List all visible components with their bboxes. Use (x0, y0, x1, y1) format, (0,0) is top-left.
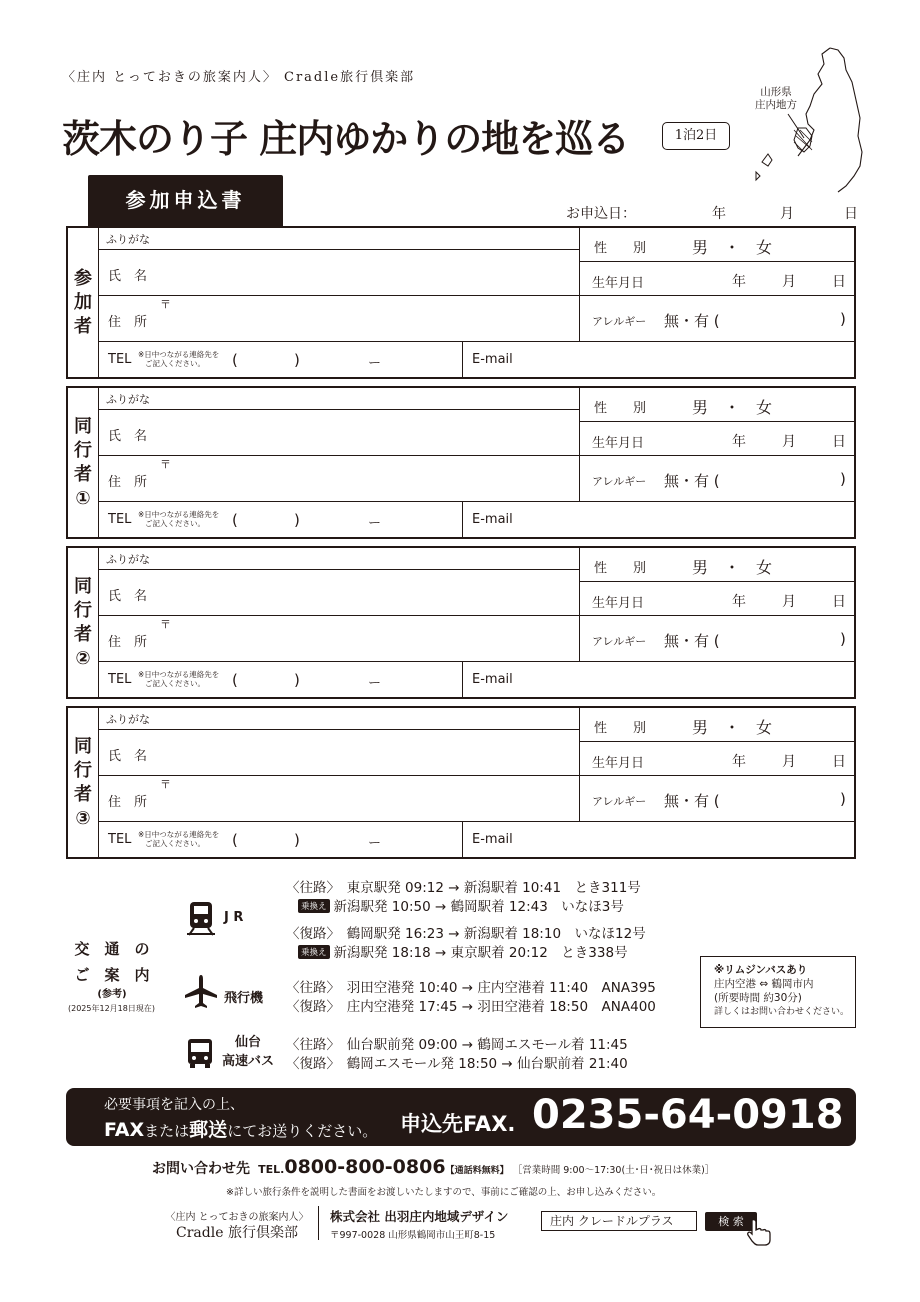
transport-section (66, 870, 866, 1080)
bus-label-city: 仙台 (235, 1035, 262, 1050)
fax-number[interactable]: 0235-64-0918 (532, 1092, 844, 1138)
block-side-label (68, 548, 99, 697)
birth-label: 生年月日 (592, 756, 645, 771)
map-label-region: 庄内地方 (755, 99, 797, 111)
contact-tel: 0800-800-0806 (284, 1156, 446, 1178)
birth-label: 生年月日 (592, 276, 645, 291)
furigana-label: ふりがな (106, 713, 150, 726)
block-side-char: 同 (74, 735, 92, 757)
block-side-char: ① (75, 487, 91, 509)
train-icon (186, 900, 216, 936)
limousine-note: ※リムジンバスあり 庄内空港 ⇔ 鶴岡市内 (所要時間 約30分) 詳しくはお問い合わせください。 (706, 956, 856, 1028)
footer-brand: Cradle 旅行倶楽部 (176, 1225, 298, 1241)
birth-month: 月 (782, 594, 796, 610)
tel-note: ※日中つながる連絡先を ご記入ください。 (138, 830, 220, 848)
allergy-options[interactable]: 無・有 ( (664, 792, 720, 810)
furigana-label: ふりがな (106, 233, 150, 246)
yamagata-map-icon (748, 44, 873, 194)
address-label: 住 所 (108, 635, 148, 650)
name-label: 氏 名 (108, 749, 148, 764)
block-side-label (68, 228, 99, 377)
tel-dash: ー (368, 356, 382, 371)
date-day: 日 (844, 206, 858, 222)
gender-label: 性 別 (594, 241, 647, 256)
name-label: 氏 名 (108, 589, 148, 604)
address-label: 住 所 (108, 795, 148, 810)
birth-year: 年 (732, 594, 746, 610)
birth-year: 年 (732, 754, 746, 770)
tel-label: TEL (108, 352, 132, 367)
block-side-char: 行 (74, 599, 92, 621)
tel-note: ※日中つながる連絡先を ご記入ください。 (138, 670, 220, 688)
birth-year: 年 (732, 434, 746, 450)
email-label: E-mail (472, 352, 513, 367)
block-side-char: 者 (74, 623, 92, 645)
gender-options[interactable]: 男 ・ 女 (692, 718, 773, 737)
footer-address: 〒997-0028 山形県鶴岡市山王町8-15 (330, 1230, 496, 1241)
tel-close: ) (294, 351, 300, 369)
block-side-char: 行 (74, 439, 92, 461)
allergy-options[interactable]: 無・有 ( (664, 632, 720, 650)
tel-open: ( (232, 671, 238, 689)
allergy-label: アレルギー (592, 635, 647, 648)
tel-close: ) (294, 671, 300, 689)
fax-instruction-1: 必要事項を記入の上、 (104, 1097, 244, 1113)
allergy-label: アレルギー (592, 795, 647, 808)
person-block-2 (66, 386, 856, 539)
email-label: E-mail (472, 832, 513, 847)
birth-month: 月 (782, 434, 796, 450)
block-side-char: ③ (75, 807, 91, 829)
tel-dash: ー (368, 676, 382, 691)
birth-day: 日 (832, 434, 846, 450)
birth-day: 日 (832, 594, 846, 610)
tel-close: ) (294, 831, 300, 849)
date-month: 月 (780, 206, 794, 222)
tel-dash: ー (368, 836, 382, 851)
contact-label: お問い合わせ先 (152, 1161, 250, 1177)
transport-heading-date: (2025年12月18日現在) (68, 1004, 155, 1013)
plane-row-2: 〈復路〉 庄内空港発 17:45 → 羽田空港着 18:50 ANA400 (286, 999, 656, 1015)
birth-month: 月 (782, 274, 796, 290)
gender-label: 性 別 (594, 401, 647, 416)
allergy-close: ) (840, 310, 846, 328)
bus-row-2: 〈復路〉 鶴岡エスモール発 18:50 → 仙台駅前着 21:40 (286, 1056, 628, 1072)
name-label: 氏 名 (108, 269, 148, 284)
block-side-char: 行 (74, 759, 92, 781)
jr-label: J R (224, 910, 244, 925)
birth-day: 日 (832, 754, 846, 770)
furigana-label: ふりがな (106, 393, 150, 406)
block-side-char: 者 (74, 783, 92, 805)
block-side-char: 者 (74, 463, 92, 485)
allergy-close: ) (840, 790, 846, 808)
birth-label: 生年月日 (592, 596, 645, 611)
block-side-char: 同 (74, 575, 92, 597)
allergy-options[interactable]: 無・有 ( (664, 312, 720, 330)
fax-label: 申込先FAX. (400, 1112, 516, 1136)
bus-icon (186, 1037, 214, 1069)
contact-note: ※詳しい旅行条件を説明した書面をお渡しいたしますので、事前にご確認の上、お申し込みください。 (226, 1187, 662, 1198)
map-label-prefecture: 山形県 (760, 86, 792, 98)
postal-mark: 〒 (160, 778, 171, 791)
gender-label: 性 別 (594, 561, 647, 576)
block-side-label (68, 388, 99, 537)
date-year: 年 (712, 206, 726, 222)
tel-close: ) (294, 511, 300, 529)
transport-heading-2: ご 案 内 (74, 966, 150, 984)
birth-label: 生年月日 (592, 436, 645, 451)
tel-open: ( (232, 351, 238, 369)
postal-mark: 〒 (160, 298, 171, 311)
block-side-char: 参 (74, 267, 92, 289)
jr-row-3: 〈復路〉 鶴岡駅発 16:23 → 新潟駅着 18:10 いなほ12号 (286, 926, 646, 942)
address-label: 住 所 (108, 315, 148, 330)
gender-options[interactable]: 男 ・ 女 (692, 398, 773, 417)
gender-label: 性 別 (594, 721, 647, 736)
tel-label: TEL (108, 512, 132, 527)
bus-label-type: 高速バス (222, 1054, 275, 1069)
block-side-char: 加 (74, 291, 92, 313)
form-tab: 参加申込書 (88, 175, 283, 227)
transport-heading-1: 交 通 の (74, 940, 150, 958)
airplane-icon (184, 974, 218, 1010)
bus-row-1: 〈往路〉 仙台駅前発 09:00 → 鶴岡エスモール着 11:45 (286, 1037, 628, 1053)
name-label: 氏 名 (108, 429, 148, 444)
fax-banner (66, 1088, 856, 1146)
birth-month: 月 (782, 754, 796, 770)
gender-options[interactable]: 男 ・ 女 (692, 238, 773, 257)
search-button[interactable]: 検 索 (705, 1212, 757, 1231)
search-box[interactable]: 庄内 クレードルプラス (541, 1211, 697, 1231)
tel-open: ( (232, 511, 238, 529)
tel-open: ( (232, 831, 238, 849)
block-side-label (68, 708, 99, 857)
jr-row-2: 乗換え 新潟駅発 10:50 → 鶴岡駅着 12:43 いなほ3号 (298, 895, 624, 915)
footer-company: 株式会社 出羽庄内地域デザイン (330, 1209, 509, 1224)
fax-instruction-2: FAXまたは郵送にてお送りください。 (104, 1119, 378, 1141)
tel-dash: ー (368, 516, 382, 531)
birth-day: 日 (832, 274, 846, 290)
tel-label: TEL (108, 832, 132, 847)
block-side-char: 者 (74, 315, 92, 337)
plane-label: 飛行機 (224, 991, 264, 1006)
transport-heading-note: (参考) (97, 989, 127, 1000)
transfer-badge: 乗換え (298, 945, 330, 959)
block-side-char: 同 (74, 415, 92, 437)
brand-subtitle: 〈庄内 とっておきの旅案内人〉 Cradle旅行倶楽部 (62, 70, 416, 85)
address-label: 住 所 (108, 475, 148, 490)
gender-options[interactable]: 男 ・ 女 (692, 558, 773, 577)
nights-badge: 1泊2日 (662, 122, 730, 150)
postal-mark: 〒 (160, 618, 171, 631)
furigana-label: ふりがな (106, 553, 150, 566)
allergy-close: ) (840, 470, 846, 488)
plane-row-1: 〈往路〉 羽田空港発 10:40 → 庄内空港着 11:40 ANA395 (286, 980, 656, 996)
block-side-char: ② (75, 647, 91, 669)
pointer-hand-icon (746, 1218, 772, 1246)
transfer-badge: 乗換え (298, 899, 330, 913)
tel-note: ※日中つながる連絡先を ご記入ください。 (138, 350, 220, 368)
person-block-4 (66, 706, 856, 859)
postal-mark: 〒 (160, 458, 171, 471)
allergy-options[interactable]: 無・有 ( (664, 472, 720, 490)
email-label: E-mail (472, 512, 513, 527)
person-block-3 (66, 546, 856, 699)
date-label: お申込日： (566, 206, 636, 222)
jr-row-1: 〈往路〉 東京駅発 09:12 → 新潟駅着 10:41 とき311号 (286, 880, 641, 896)
birth-year: 年 (732, 274, 746, 290)
jr-row-4: 乗換え 新潟駅発 18:18 → 東京駅着 20:12 とき338号 (298, 941, 628, 961)
person-block-1 (66, 226, 856, 379)
allergy-label: アレルギー (592, 315, 647, 328)
tel-note: ※日中つながる連絡先を ご記入ください。 (138, 510, 220, 528)
allergy-label: アレルギー (592, 475, 647, 488)
footer-brand-sub: 〈庄内 とっておきの旅案内人〉 (165, 1212, 309, 1223)
email-label: E-mail (472, 672, 513, 687)
tel-label: TEL (108, 672, 132, 687)
page-title: 茨木のり子 庄内ゆかりの地を巡る (62, 116, 630, 161)
contact-info: お問い合わせ先 TEL.0800-800-0806【通話料無料】 ［営業時間 9:00～17:30(土･日･祝日は休業)］ (152, 1156, 715, 1178)
allergy-close: ) (840, 630, 846, 648)
